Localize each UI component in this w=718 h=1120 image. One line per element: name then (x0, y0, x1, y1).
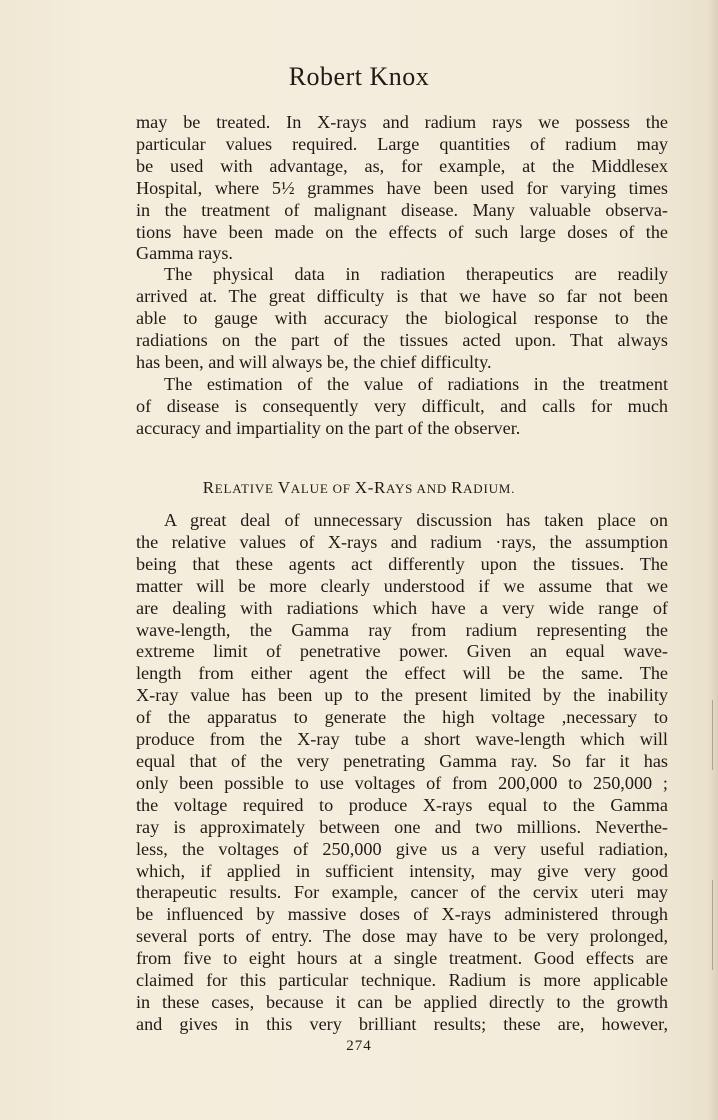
text-line: tions have been made on the effects of such large doses of the (136, 221, 668, 242)
text-line: in the treatment of malignant disease. Many valuable observa- (136, 199, 668, 220)
text-line: less, the voltages of 250,000 give us a very useful radiation, (136, 838, 668, 859)
text-line: in these cases, because it can be applied directly to the growth (136, 991, 668, 1012)
heading-smallcaps: ALUE OF (290, 481, 355, 496)
page-number: 274 (346, 1038, 372, 1054)
text-line: the relative values of X-rays and radium ·rays, the assumption (136, 531, 668, 552)
heading-initial: R (202, 478, 215, 497)
text-line: the voltage required to produce X-rays equal to the Gamma (136, 794, 668, 815)
heading-smallcaps: ELATIVE (214, 481, 278, 496)
text-line: therapeutic results. For example, cancer of the cervix uteri may (136, 882, 668, 903)
text-line: The estimation of the value of radiations in the treatment (164, 374, 668, 394)
text-line: A great deal of unnecessary discussion has taken place on (164, 510, 668, 530)
text-line: from five to eight hours at a single treatment. Good effects are (136, 948, 668, 969)
text-line: Gamma rays. (136, 243, 233, 264)
running-head: Robert Knox (288, 62, 430, 91)
text-line: wave-length, the Gamma ray from radium representing the (136, 619, 668, 640)
heading-initial: X-R (354, 478, 386, 497)
paragraph-4 (136, 510, 668, 1036)
paragraph-2 (136, 264, 668, 374)
text-line: radiations on the part of the tissues acted upon. That always (136, 329, 668, 350)
text-line: which, if applied in sufficient intensity, may give very good (136, 860, 668, 881)
text-line: of the apparatus to generate the high voltage ,necessary to (136, 707, 668, 728)
heading-initial: V (277, 478, 291, 497)
text-line: length from either agent the effect will be the same. The (136, 663, 668, 684)
heading-smallcaps: ADIUM. (463, 481, 516, 496)
text-line: may be treated. In X-rays and radium rays we possess the (136, 112, 668, 132)
text-line: matter will be more clearly understood if we assume that we (136, 575, 668, 596)
text-line: produce from the X-ray tube a short wave-length which will (136, 729, 668, 750)
text-line: arrived at. The great difficulty is that we have so far not been (136, 285, 668, 306)
text-line: extreme limit of penetrative power. Given an equal wave- (136, 641, 668, 662)
page-edge-shadow (708, 0, 718, 1120)
text-line: several ports of entry. The dose may have to be very prolonged, (136, 926, 668, 947)
text-line: equal that of the very penetrating Gamma ray. So far it has (136, 750, 668, 771)
text-line: be influenced by massive doses of X-rays administered through (136, 904, 668, 925)
margin-mark (712, 700, 713, 770)
text-line: particular values required. Large quantities of radium may (136, 133, 668, 154)
text-line: Hospital, where 5½ grammes have been used for varying times (136, 177, 668, 198)
heading-smallcaps: AYS AND (385, 481, 452, 496)
text-line: accuracy and impartiality on the part of the observer. (136, 417, 521, 438)
text-line: ray is approximately between one and two millions. Neverthe- (136, 816, 668, 837)
text-line: and gives in this very brilliant results; these are, however, (136, 1013, 668, 1034)
text-line: claimed for this particular technique. Radium is more applicable (136, 970, 668, 991)
text-line: being that these agents act differently upon the tissues. The (136, 553, 668, 574)
text-line: has been, and will always be, the chief difficulty. (136, 351, 492, 372)
paragraph-1 (136, 112, 668, 265)
text-line: able to gauge with accuracy the biological response to the (136, 307, 668, 328)
section-heading (0, 478, 718, 498)
heading-initial: R (451, 478, 464, 497)
margin-mark (712, 880, 713, 970)
text-line: The physical data in radiation therapeutics are readily (164, 264, 668, 284)
text-line: X-ray value has been up to the present limited by the inability (136, 685, 668, 706)
text-line: only been possible to use voltages of from 200,000 to 250,000 ; (136, 772, 668, 793)
text-line: be used with advantage, as, for example, at the Middlesex (136, 155, 668, 176)
paragraph-3 (136, 374, 668, 440)
text-line: of disease is consequently very difficult, and calls for much (136, 395, 668, 416)
text-line: are dealing with radiations which have a very wide range of (136, 597, 668, 618)
